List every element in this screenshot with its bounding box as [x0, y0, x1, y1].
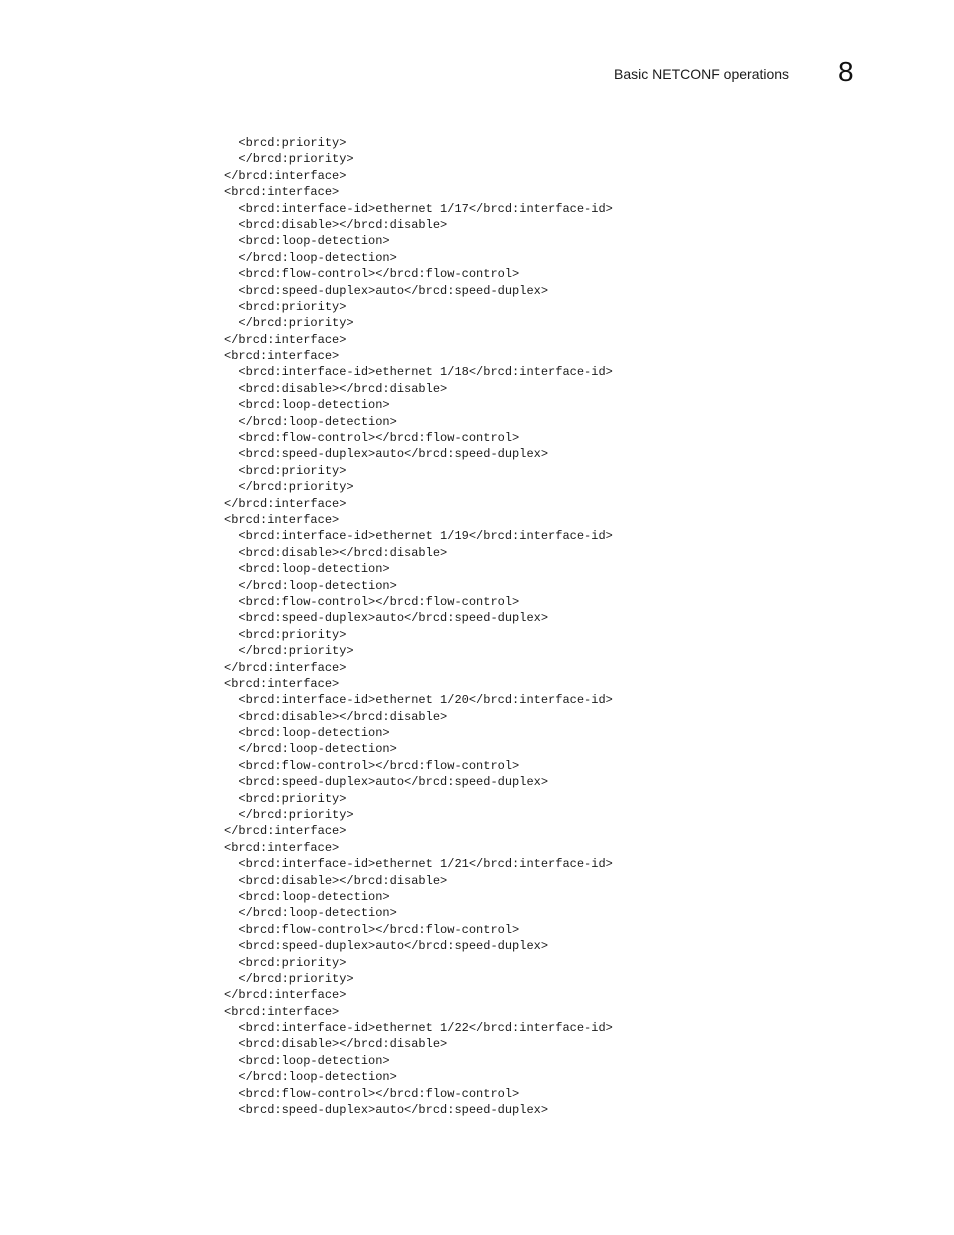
code-line: <brcd:priority>: [224, 299, 347, 314]
code-line: </brcd:interface>: [224, 824, 347, 839]
code-block: [224, 135, 924, 1118]
code-line: <brcd:loop-detection>: [224, 234, 390, 249]
code-line: </brcd:interface>: [224, 168, 347, 183]
code-line: </brcd:loop-detection>: [224, 906, 397, 921]
code-line: <brcd:interface-id>ethernet 1/22</brcd:interface-id>: [224, 1021, 613, 1036]
code-line: <brcd:flow-control></brcd:flow-control>: [224, 922, 520, 937]
code-line: <brcd:loop-detection>: [224, 398, 390, 413]
code-line: <brcd:interface>: [224, 349, 340, 364]
code-line: <brcd:flow-control></brcd:flow-control>: [224, 594, 520, 609]
code-line: <brcd:interface>: [224, 512, 340, 527]
code-line: <brcd:loop-detection>: [224, 889, 390, 904]
code-line: <brcd:disable></brcd:disable>: [224, 545, 448, 560]
code-line: <brcd:interface-id>ethernet 1/20</brcd:interface-id>: [224, 693, 613, 708]
code-line: <brcd:loop-detection>: [224, 562, 390, 577]
code-line: <brcd:interface>: [224, 1004, 340, 1019]
code-line: <brcd:flow-control></brcd:flow-control>: [224, 267, 520, 282]
code-line: </brcd:interface>: [224, 988, 347, 1003]
code-line: <brcd:speed-duplex>auto</brcd:speed-duplex>: [224, 611, 549, 626]
code-line: <brcd:disable></brcd:disable>: [224, 873, 448, 888]
code-line: <brcd:loop-detection>: [224, 726, 390, 741]
code-line: <brcd:flow-control></brcd:flow-control>: [224, 1086, 520, 1101]
code-line: <brcd:priority>: [224, 136, 347, 150]
code-line: <brcd:loop-detection>: [224, 1053, 390, 1068]
code-line: <brcd:speed-duplex>auto</brcd:speed-duplex>: [224, 447, 549, 462]
section-title: Basic NETCONF operations: [614, 66, 790, 82]
code-line: </brcd:loop-detection>: [224, 250, 397, 265]
code-line: <brcd:speed-duplex>auto</brcd:speed-duplex>: [224, 775, 549, 790]
code-line: </brcd:loop-detection>: [224, 742, 397, 757]
code-line: <brcd:flow-control></brcd:flow-control>: [224, 431, 520, 446]
code-line: </brcd:priority>: [224, 644, 354, 659]
code-line: <brcd:interface-id>ethernet 1/17</brcd:interface-id>: [224, 201, 613, 216]
code-line: <brcd:speed-duplex>auto</brcd:speed-duplex>: [224, 939, 549, 954]
code-line: </brcd:interface>: [224, 660, 347, 675]
code-line: <brcd:interface-id>ethernet 1/18</brcd:interface-id>: [224, 365, 613, 380]
code-line: <brcd:disable></brcd:disable>: [224, 1037, 448, 1052]
code-line: </brcd:loop-detection>: [224, 414, 397, 429]
code-line: <brcd:priority>: [224, 955, 347, 970]
code-line: </brcd:priority>: [224, 971, 354, 986]
code-line: <brcd:disable></brcd:disable>: [224, 217, 448, 232]
code-line: <brcd:disable></brcd:disable>: [224, 709, 448, 724]
code-line: </brcd:loop-detection>: [224, 578, 397, 593]
code-line: <brcd:priority>: [224, 791, 347, 806]
code-line: <brcd:interface-id>ethernet 1/19</brcd:interface-id>: [224, 529, 613, 544]
code-line: <brcd:interface>: [224, 676, 340, 691]
code-line: <brcd:interface>: [224, 185, 340, 200]
code-line: </brcd:interface>: [224, 496, 347, 511]
code-line: <brcd:interface>: [224, 840, 340, 855]
code-line: <brcd:speed-duplex>auto</brcd:speed-duplex>: [224, 1103, 549, 1118]
code-line: <brcd:speed-duplex>auto</brcd:speed-duplex>: [224, 283, 549, 298]
code-line: <brcd:disable></brcd:disable>: [224, 381, 448, 396]
code-line: <brcd:flow-control></brcd:flow-control>: [224, 758, 520, 773]
code-line: </brcd:priority>: [224, 808, 354, 823]
code-line: </brcd:priority>: [224, 152, 354, 167]
code-line: </brcd:loop-detection>: [224, 1070, 397, 1085]
chapter-number: 8: [838, 56, 854, 87]
code-line: </brcd:priority>: [224, 480, 354, 495]
code-line: <brcd:priority>: [224, 627, 347, 642]
page-header: [0, 56, 954, 92]
code-line: <brcd:interface-id>ethernet 1/21</brcd:interface-id>: [224, 857, 613, 872]
code-line: <brcd:priority>: [224, 463, 347, 478]
code-line: </brcd:priority>: [224, 316, 354, 331]
code-line: </brcd:interface>: [224, 332, 347, 347]
